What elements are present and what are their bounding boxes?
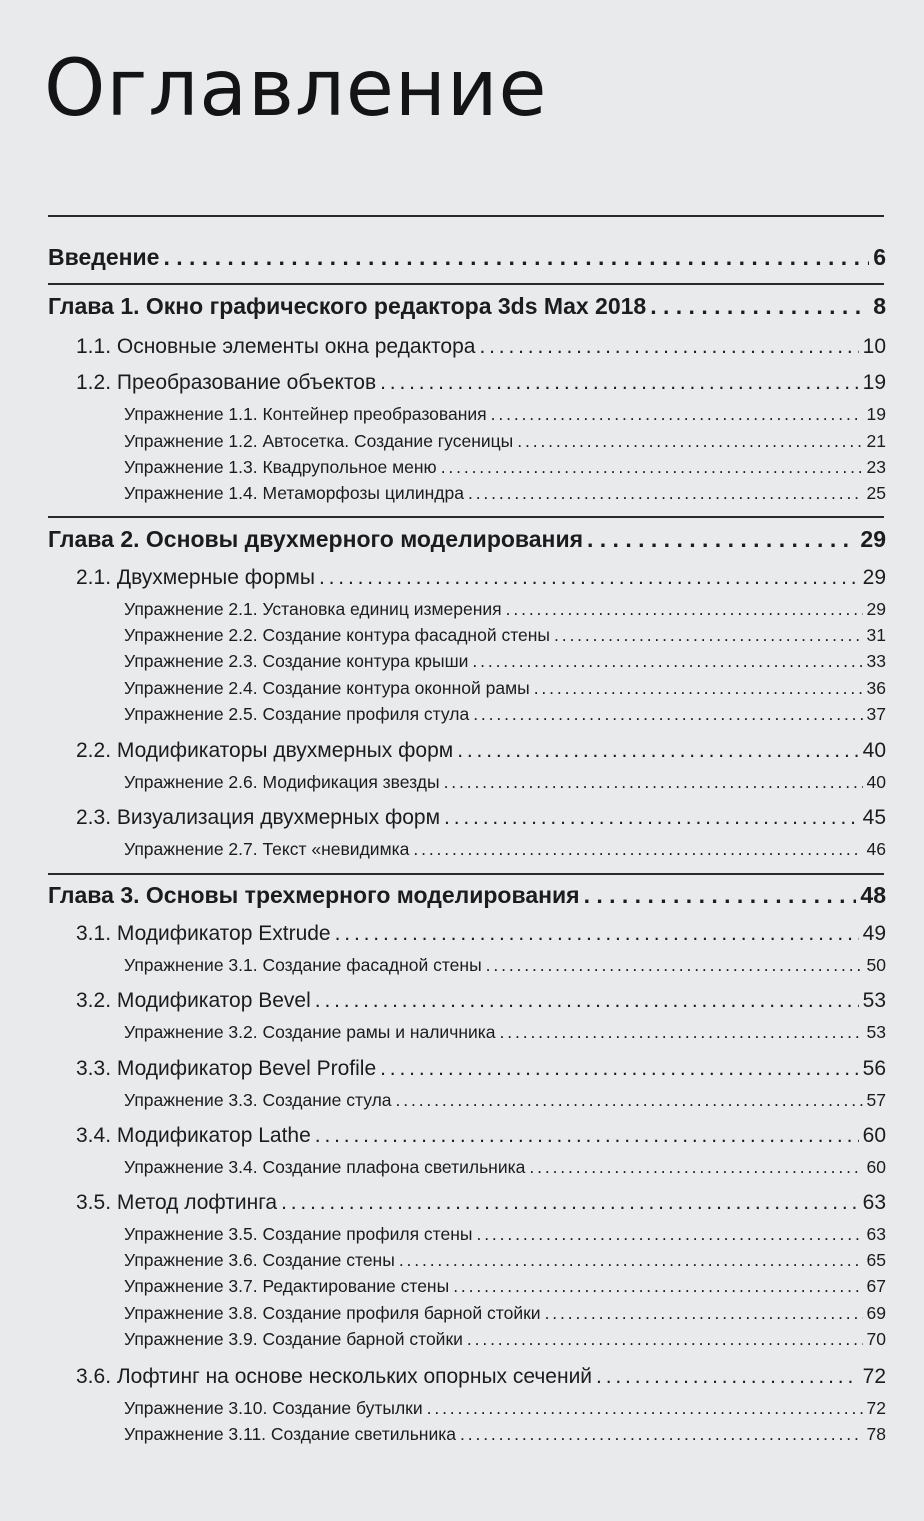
entry-title: Упражнение 3.9. Создание барной стойки — [124, 1329, 463, 1349]
toc-entry-exercise-3-11[interactable] — [124, 1424, 886, 1445]
entry-page: 72 — [866, 1398, 886, 1418]
entry-title: 1.1. Основные элементы окна редактора — [76, 335, 476, 358]
entry-title: Упражнение 3.4. Создание плафона светильника — [124, 1157, 526, 1177]
entry-title: Упражнение 2.1. Установка единиц измерения — [124, 599, 502, 619]
toc-entry-exercise-3-3[interactable] — [124, 1090, 886, 1111]
entry-page: 29 — [866, 599, 886, 619]
toc-entry-section-3-5[interactable] — [76, 1191, 886, 1215]
toc-entry-exercise-2-5[interactable] — [124, 704, 886, 725]
entry-page: 78 — [866, 1424, 886, 1444]
toc-entry-section-2-2[interactable] — [76, 739, 886, 763]
entry-page: 67 — [866, 1276, 886, 1296]
entry-title: Глава 3. Основы трехмерного моделирования — [48, 882, 580, 908]
entry-title: Упражнение 2.4. Создание контура оконной рамы — [124, 678, 530, 698]
entry-page: 49 — [862, 922, 886, 945]
entry-title: Упражнение 1.4. Метаморфозы цилиндра — [124, 483, 464, 503]
toc-entry-exercise-1-2[interactable] — [124, 431, 886, 452]
toc-entry-exercise-1-1[interactable] — [124, 404, 886, 425]
divider — [48, 873, 884, 875]
entry-page: 19 — [866, 404, 886, 424]
entry-title: 3.5. Метод лофтинга — [76, 1191, 278, 1214]
toc-entry-exercise-2-6[interactable] — [124, 772, 886, 793]
entry-page: 31 — [866, 625, 886, 645]
entry-page: 53 — [862, 989, 886, 1012]
entry-page: 8 — [873, 293, 886, 319]
toc-entry-exercise-3-7[interactable] — [124, 1276, 886, 1297]
toc-entry-section-2-1[interactable] — [76, 566, 886, 590]
entry-page: 40 — [866, 772, 886, 792]
toc-entry-exercise-3-4[interactable] — [124, 1157, 886, 1178]
entry-title: Упражнение 1.1. Контейнер преобразования — [124, 404, 487, 424]
entry-title: 2.1. Двухмерные формы — [76, 566, 315, 589]
entry-title: Упражнение 1.3. Квадрупольное меню — [124, 457, 437, 477]
entry-title: 2.2. Модификаторы двухмерных форм — [76, 739, 454, 762]
entry-page: 46 — [866, 839, 886, 859]
entry-page: 63 — [862, 1191, 886, 1214]
entry-title: Упражнение 3.3. Создание стула — [124, 1090, 392, 1110]
entry-page: 50 — [866, 955, 886, 975]
entry-title: Упражнение 2.5. Создание профиля стула — [124, 704, 470, 724]
entry-title: Введение — [48, 244, 160, 270]
toc-entry-section-1-2[interactable] — [76, 371, 886, 395]
entry-title: Упражнение 3.11. Создание светильника — [124, 1424, 457, 1444]
entry-title: Упражнение 3.2. Создание рамы и наличника — [124, 1022, 496, 1042]
entry-page: 63 — [866, 1224, 886, 1244]
entry-title: 3.2. Модификатор Bevel — [76, 989, 311, 1012]
entry-page: 6 — [873, 244, 886, 270]
toc-entry-exercise-3-1[interactable] — [124, 955, 886, 976]
entry-title: Глава 2. Основы двухмерного моделирования — [48, 526, 583, 552]
entry-title: Глава 1. Окно графического редактора 3ds Max 2018 — [48, 293, 647, 319]
toc-entry-exercise-2-4[interactable] — [124, 678, 886, 699]
toc-entry-section-3-4[interactable] — [76, 1124, 886, 1148]
entry-page: 37 — [866, 704, 886, 724]
entry-page: 48 — [860, 882, 886, 908]
entry-title: 3.1. Модификатор Extrude — [76, 922, 331, 945]
entry-page: 60 — [862, 1124, 886, 1147]
toc-entry-exercise-2-1[interactable] — [124, 599, 886, 620]
toc-entry-chapter-3[interactable] — [48, 882, 886, 909]
toc-entry-chapter-2[interactable] — [48, 526, 886, 553]
toc-entry-exercise-1-4[interactable] — [124, 483, 886, 504]
entry-title: Упражнение 3.1. Создание фасадной стены — [124, 955, 482, 975]
entry-title: Упражнение 3.6. Создание стены — [124, 1250, 395, 1270]
entry-title: Упражнение 2.6. Модификация звезды — [124, 772, 440, 792]
toc-entry-section-1-1[interactable] — [76, 335, 886, 359]
entry-page: 56 — [862, 1057, 886, 1080]
entry-title: Упражнение 2.2. Создание контура фасадной стены — [124, 625, 550, 645]
entry-title: Упражнение 3.5. Создание профиля стены — [124, 1224, 473, 1244]
entry-page: 65 — [866, 1250, 886, 1270]
toc-entry-section-3-3[interactable] — [76, 1057, 886, 1081]
entry-page: 29 — [860, 526, 886, 552]
entry-page: 36 — [866, 678, 886, 698]
entry-page: 45 — [862, 806, 886, 829]
toc-entry-exercise-3-2[interactable] — [124, 1022, 886, 1043]
toc-entry-section-3-6[interactable] — [76, 1365, 886, 1389]
entry-page: 40 — [862, 739, 886, 762]
entry-title: Упражнение 2.7. Текст «невидимка — [124, 839, 410, 859]
entry-page: 29 — [862, 566, 886, 589]
entry-title: 3.6. Лофтинг на основе нескольких опорных сечений — [76, 1365, 593, 1388]
page-title: Оглавление — [44, 44, 548, 134]
toc-entry-exercise-1-3[interactable] — [124, 457, 886, 478]
toc-entry-section-3-2[interactable] — [76, 989, 886, 1013]
entry-page: 25 — [866, 483, 886, 503]
entry-page: 72 — [862, 1365, 886, 1388]
entry-page: 69 — [866, 1303, 886, 1323]
entry-title: Упражнение 1.2. Автосетка. Создание гусеницы — [124, 431, 514, 451]
toc-entry-exercise-3-10[interactable] — [124, 1398, 886, 1419]
entry-page: 23 — [866, 457, 886, 477]
entry-title: 1.2. Преобразование объектов — [76, 371, 377, 394]
entry-page: 57 — [866, 1090, 886, 1110]
entry-page: 10 — [862, 335, 886, 358]
toc-entry-exercise-2-3[interactable] — [124, 651, 886, 672]
toc-entry-section-2-3[interactable] — [76, 806, 886, 830]
entry-title: Упражнение 3.10. Создание бутылки — [124, 1398, 423, 1418]
entry-title: Упражнение 3.7. Редактирование стены — [124, 1276, 450, 1296]
entry-title: 3.3. Модификатор Bevel Profile — [76, 1057, 377, 1080]
toc-entry-intro[interactable] — [48, 244, 886, 271]
divider — [48, 516, 884, 518]
entry-title: Упражнение 3.8. Создание профиля барной стойки — [124, 1303, 541, 1323]
toc-entry-exercise-2-2[interactable] — [124, 625, 886, 646]
toc-entry-exercise-3-8[interactable] — [124, 1303, 886, 1324]
entry-title: Упражнение 2.3. Создание контура крыши — [124, 651, 469, 671]
divider — [48, 215, 884, 217]
toc-entry-exercise-2-7[interactable] — [124, 839, 886, 860]
entry-page: 70 — [866, 1329, 886, 1349]
entry-page: 53 — [866, 1022, 886, 1042]
entry-page: 21 — [866, 431, 886, 451]
entry-page: 19 — [862, 371, 886, 394]
toc-entry-exercise-3-9[interactable] — [124, 1329, 886, 1350]
toc-entry-exercise-3-6[interactable] — [124, 1250, 886, 1271]
toc-entry-section-3-1[interactable] — [76, 922, 886, 946]
entry-page: 33 — [866, 651, 886, 671]
entry-title: 3.4. Модификатор Lathe — [76, 1124, 311, 1147]
toc-entry-chapter-1[interactable] — [48, 293, 886, 320]
toc-entry-exercise-3-5[interactable] — [124, 1224, 886, 1245]
divider — [48, 283, 884, 285]
entry-page: 60 — [866, 1157, 886, 1177]
entry-title: 2.3. Визуализация двухмерных форм — [76, 806, 441, 829]
